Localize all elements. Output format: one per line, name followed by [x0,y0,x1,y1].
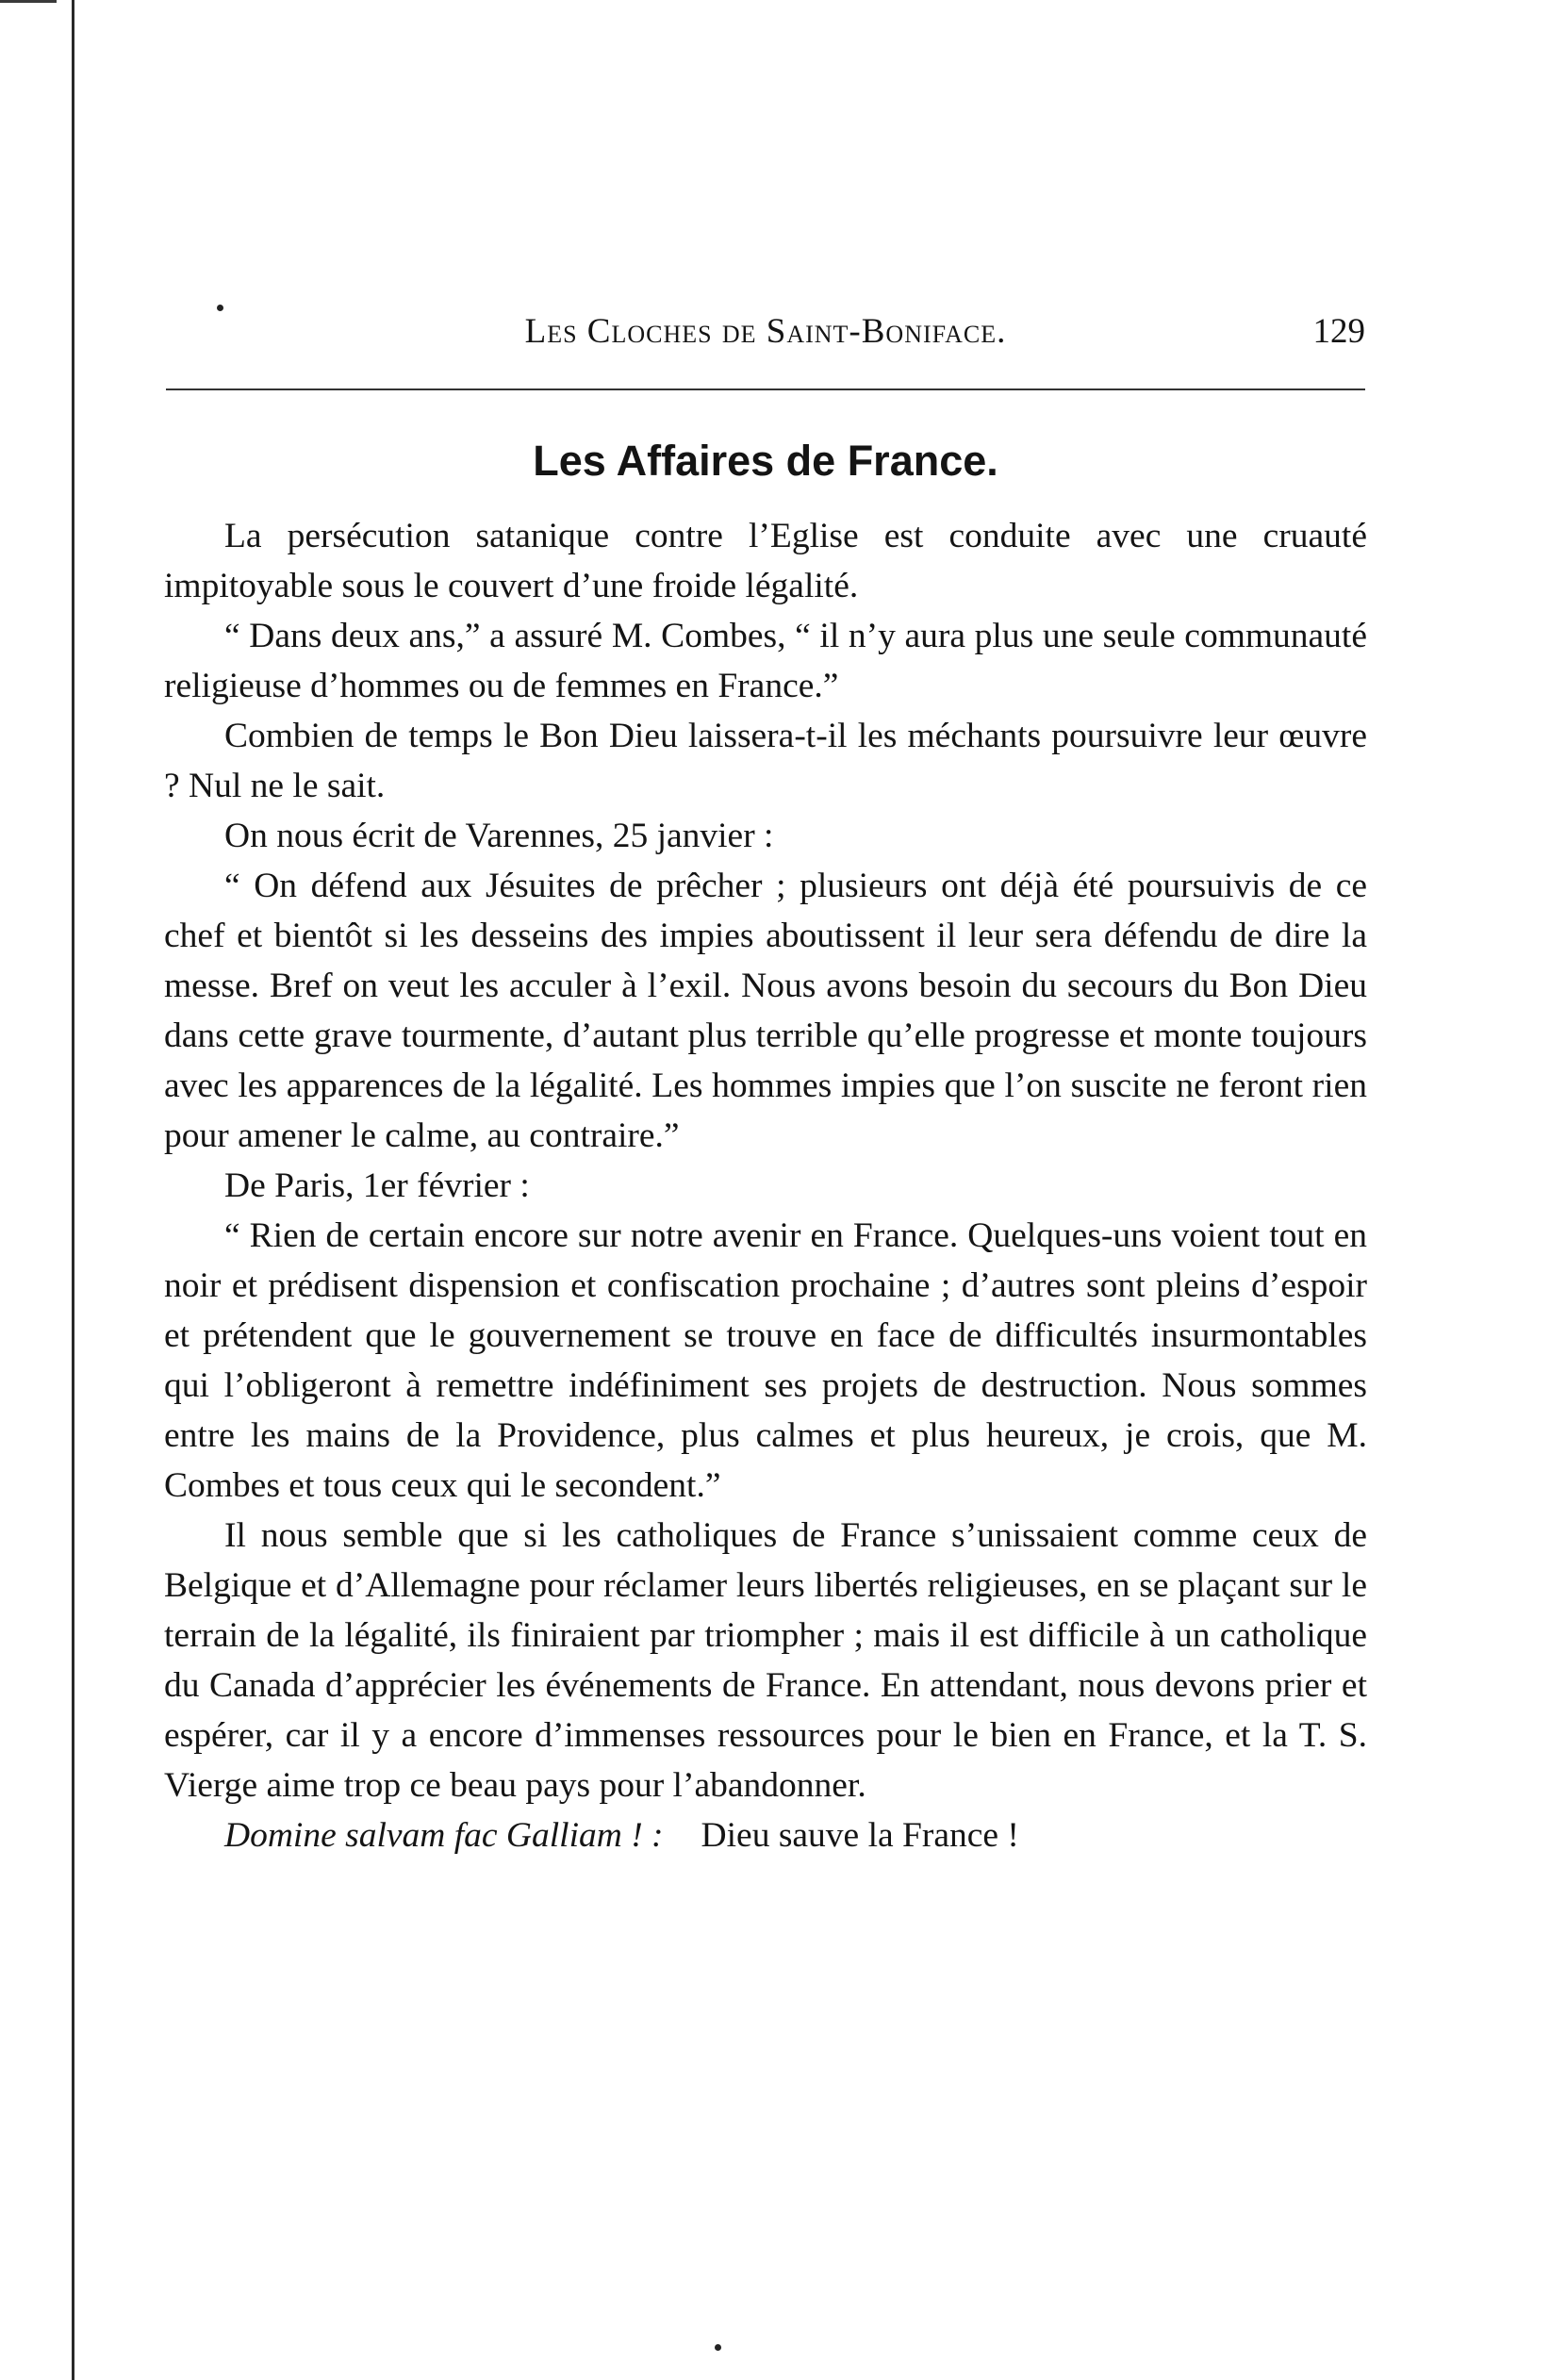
ink-speck [715,2344,721,2351]
scan-edge-top [0,0,57,3]
closing-latin: Domine salvam fac Galliam ! : [224,1816,664,1855]
article-title: Les Affaires de France. [533,437,998,485]
running-title: Les Cloches de Saint-Boniface. [524,312,1007,351]
paragraph-combes-quote: “ Dans deux ans,” a assuré M. Combes, “ il n’y aura plus une seule communauté religieuse d’hommes ou de femmes en France.” [164,617,1367,705]
paragraph-paris-letter: “ Rien de certain encore sur notre avenir en France. Quelques-uns voient tout en noir et prédisent dispension et confiscation prochaine ; d’autres sont pleins d’espoir et prétendent que le gouvernement se trouve en face de difficultés insurmontables qui l’obligeront à remettre indéfiniment ses projets de destruction. Nous sommes entre les mains de la Providence, plus calmes et plus heureux, je crois, que M. Combes et tous ceux qui le secondent.” [164,1216,1367,1505]
paragraph-persecution: La persécution satanique contre l’Eglise est conduite avec une cruauté impitoyable sous le couvert d’une froide légalité. [164,517,1367,605]
header-rule [166,388,1365,390]
paragraph-commentary: Il nous semble que si les catholiques de France s’unissaient comme ceux de Belgique et d’Allemagne pour réclamer leurs libertés religieuses, en se plaçant sur le terrain de la légalité, ils finiraient par triompher ; mais il est difficile à un catholique du Canada d’apprécier les événements de France. En attendant, nous devons prier et espérer, car il y a encore d’immenses ressources pour le bien en France, et la T. S. Vierge aime trop ce beau pays pour l’abandonner. [164,1516,1367,1805]
closing-french: Dieu sauve la France ! [701,1816,1019,1855]
paragraph-combien: Combien de temps le Bon Dieu laissera-t-il les méchants poursuivre leur œuvre ? Nul ne le sait. [164,717,1367,805]
page-number: 129 [1312,312,1365,351]
running-head [166,311,1365,356]
ink-speck [217,305,223,311]
article [164,430,1367,1860]
paragraph-varennes-letter: “ On défend aux Jésuites de prêcher ; plusieurs ont déjà été poursuivis de ce chef et bientôt si les desseins des impies aboutissent il leur sera défendu de dire la messe. Bref on veut les acculer à l’exil. Nous avons besoin du secours du Bon Dieu dans cette grave tourmente, d’autant plus terrible qu’elle progresse et monte toujours avec les apparences de la légalité. Les hommes impies que l’on suscite ne feront rien pour amener le calme, au contraire.” [164,867,1367,1155]
closing-line [164,1810,1367,1860]
scan-edge-left [72,0,74,2380]
paragraph-paris-intro: De Paris, 1er février : [224,1166,530,1205]
paragraph-varennes-intro: On nous écrit de Varennes, 25 janvier : [224,817,774,855]
